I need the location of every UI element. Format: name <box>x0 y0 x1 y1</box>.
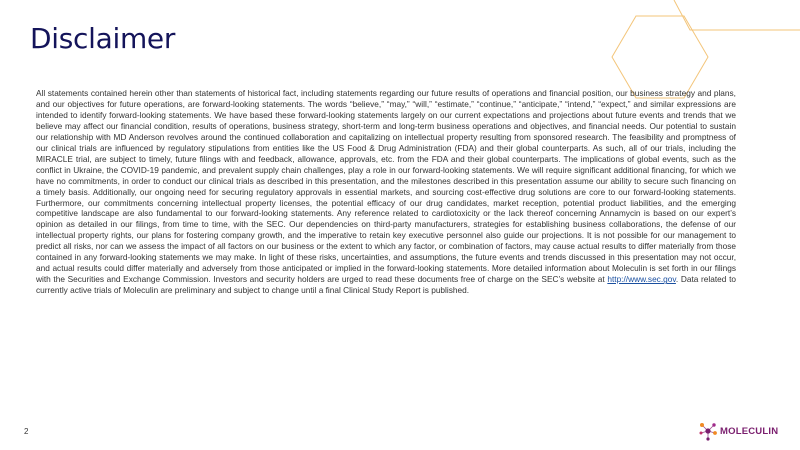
disclaimer-text-after-link: . Data related to currently active trials of Moleculin are preliminary and subject to change until a final Clinical Study Report is published. <box>36 274 736 296</box>
disclaimer-paragraph <box>36 88 736 296</box>
moleculin-logo <box>698 421 778 441</box>
molecule-icon <box>698 421 718 441</box>
logo-wordmark: MOLECULIN <box>720 425 779 437</box>
page-title: Disclaimer <box>30 22 176 55</box>
page-number: 2 <box>24 427 29 436</box>
sec-website-link[interactable]: http://www.sec.gov <box>607 274 676 285</box>
disclaimer-text-before-link: All statements contained herein other than statements of historical fact, including statements regarding our future results of operations and financial position, our business strategy and plans, and our objectives for future operations, are forward-looking statements. The words “believe,” “may,” “will,” “estimate,” “continue,” “anticipate,” “intend,” “expect,” and similar expressions are intended to identify forward-looking statements. We have based these forward-looking statements largely on our current expectations and projections about future events and trends that we believe may affect our financial condition, results of operations, business strategy, short-term and long-term business operations and objectives, and financial needs. Our potential to sustain our relationship with MD Anderson revolves around the continued collaboration and capitalizing on intellectual property resulting from sponsored research. The feasibility and promptness of our clinical trials are influenced by regulatory stipulations from entities like the US Food & Drug Administration (FDA) and their global counterparts. As such, all of our trials, including the MIRACLE trial, are subject to timely, future filings with and feedback, allowance, approvals, etc. from the FDA and their global counterparts. The implications of global events, such as the conflict in Ukraine, the COVID-19 pandemic, and prevalent supply chain challenges, play a role in our forward-looking statements. We will require significant additional financing, for which we have no commitments, in order to conduct our clinical trials as described in this presentation, and the milestones described in this presentation assume our ability to secure such financing on a timely basis. Additionally, our ongoing need for securing regulatory approvals in essential markets, and sourcing cost-effective drug solutions are core to our forward-looking statements. Furthermore, our commitments concerning intellectual property licenses, the potential efficacy of our drug candidates, market reception, potential product liabilities, and the emerging competitive landscape are also fundamental to our forward-looking statements. Any reference related to cardiotoxicity or the lack thereof concerning Annamycin is based on our expert’s opinion as detailed in our filings, from time to time, with the SEC. Our dependencies on third-party manufacturers, strategies for establishing business collaborations, the defense of our intellectual property rights, our plans for fostering company growth, and the imperative to retain key executive personnel also guide our projections. It is not possible for our management to predict all risks, nor can we assess the impact of all factors on our business or the extent to which any factor, or combination of factors, may cause actual results to differ materially from those contained in any forward-looking statements we may make. In light of these risks, uncertainties, and assumptions, the future events and trends discussed in this presentation may not occur, and actual results could differ materially and adversely from those anticipated or implied in the forward-looking statements. More detailed information about Moleculin is set forth in our filings with the Securities and Exchange Commission. Investors and security holders are urged to read these documents free of charge on the SEC’s website at <box>36 88 736 285</box>
